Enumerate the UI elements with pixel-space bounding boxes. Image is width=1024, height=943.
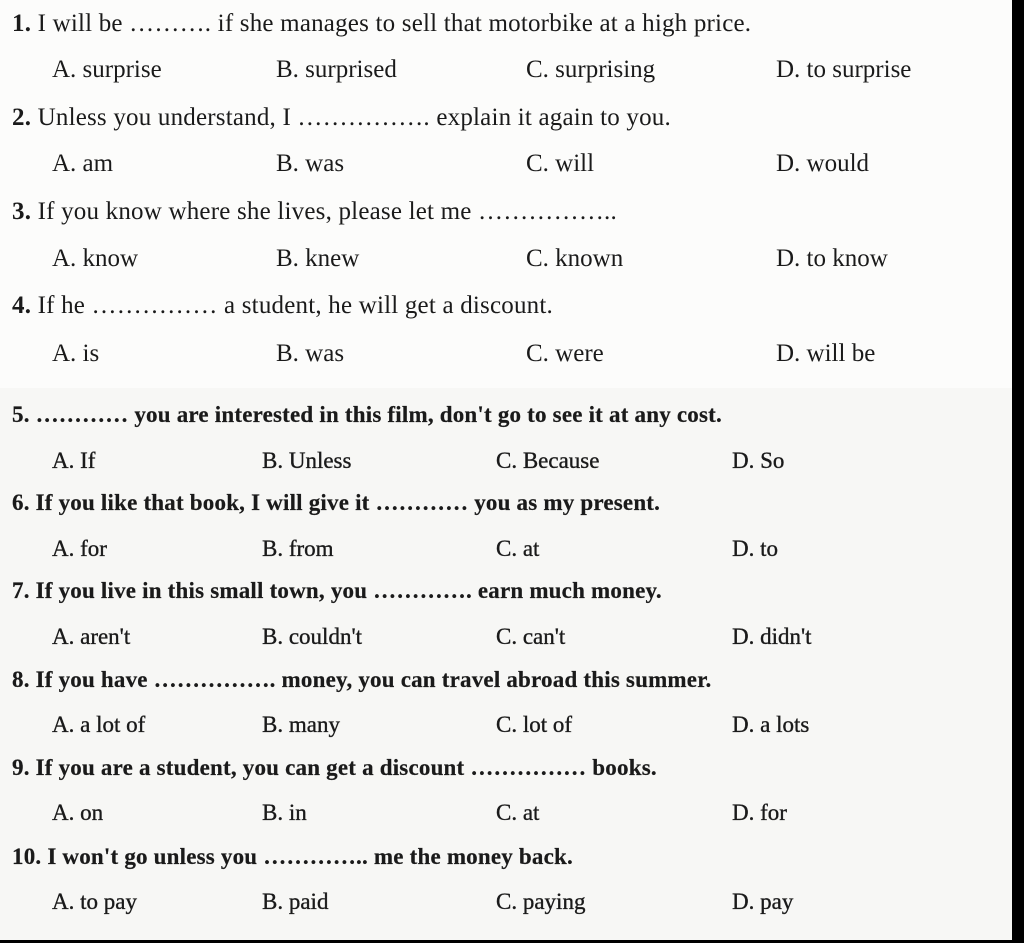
question-text: I will be ………. if she manages to sell that motorbike at a high price. <box>37 10 752 37</box>
option-d: D. for <box>732 800 787 825</box>
question-number: 4. <box>12 292 32 319</box>
question-number: 7. <box>12 578 30 603</box>
option-b: B. was <box>276 340 345 367</box>
question-number: 8. <box>12 667 30 692</box>
question-text: I won't go unless you ………….. me the money back. <box>47 844 573 869</box>
question-text: If he …………… a student, he will get a discount. <box>37 292 553 319</box>
question-text: If you like that book, I will give it ………… you as my present. <box>35 490 661 515</box>
option-d: D. So <box>732 448 785 473</box>
option-c: C. at <box>496 800 540 825</box>
option-d: D. a lots <box>732 712 810 737</box>
question-stem <box>12 10 751 38</box>
question-stem <box>12 104 671 132</box>
question-text: If you have ……………. money, you can travel abroad this summer. <box>35 667 712 692</box>
option-c: C. Because <box>496 448 600 473</box>
option-a: A. for <box>52 536 107 561</box>
option-a: A. a lot of <box>52 712 146 737</box>
question-stem <box>12 578 662 604</box>
question-stem <box>12 844 573 870</box>
option-d: D. would <box>776 150 870 177</box>
option-a: A. surprise <box>52 56 162 83</box>
option-a: A. to pay <box>52 889 137 914</box>
option-c: C. paying <box>496 889 586 914</box>
option-d: D. will be <box>776 340 876 367</box>
question-number: 2. <box>12 104 32 131</box>
question-text: If you are a student, you can get a discount …………… books. <box>35 755 657 780</box>
question-stem <box>12 667 711 693</box>
question-number: 9. <box>12 755 30 780</box>
option-a: A. aren't <box>52 624 131 649</box>
option-c: C. known <box>526 245 624 272</box>
option-b: B. many <box>262 712 340 737</box>
option-c: C. lot of <box>496 712 573 737</box>
option-b: B. Unless <box>262 448 352 473</box>
option-a: A. If <box>52 448 96 473</box>
right-border <box>1012 0 1024 943</box>
option-d: D. didn't <box>732 624 812 649</box>
option-d: D. to <box>732 536 778 561</box>
option-c: C. surprising <box>526 56 656 83</box>
option-c: C. at <box>496 536 540 561</box>
option-a: A. know <box>52 245 139 272</box>
question-text: ………… you are interested in this film, don't go to see it at any cost. <box>35 402 722 427</box>
option-b: B. from <box>262 536 334 561</box>
option-b: B. paid <box>262 889 329 914</box>
question-number: 5. <box>12 402 30 427</box>
option-a: A. is <box>52 340 100 367</box>
option-c: C. will <box>526 150 595 177</box>
option-a: A. on <box>52 800 104 825</box>
question-number: 6. <box>12 490 30 515</box>
question-stem <box>12 402 722 428</box>
question-stem <box>12 755 657 781</box>
question-number: 3. <box>12 198 32 225</box>
question-stem <box>12 292 553 320</box>
question-number: 10. <box>12 844 42 869</box>
option-d: D. to know <box>776 245 888 272</box>
option-b: B. knew <box>276 245 360 272</box>
question-text: If you live in this small town, you …………. earn much money. <box>35 578 662 603</box>
option-c: C. can't <box>496 624 566 649</box>
option-a: A. am <box>52 150 114 177</box>
option-c: C. were <box>526 340 604 367</box>
question-text: Unless you understand, I ……………. explain it again to you. <box>37 104 671 131</box>
question-text: If you know where she lives, please let me …………….. <box>37 198 617 225</box>
option-d: D. to surprise <box>776 56 912 83</box>
option-b: B. was <box>276 150 345 177</box>
question-stem <box>12 198 617 226</box>
question-stem <box>12 490 660 516</box>
option-b: B. surprised <box>276 56 397 83</box>
option-b: B. couldn't <box>262 624 362 649</box>
question-number: 1. <box>12 10 32 37</box>
option-d: D. pay <box>732 889 794 914</box>
option-b: B. in <box>262 800 307 825</box>
